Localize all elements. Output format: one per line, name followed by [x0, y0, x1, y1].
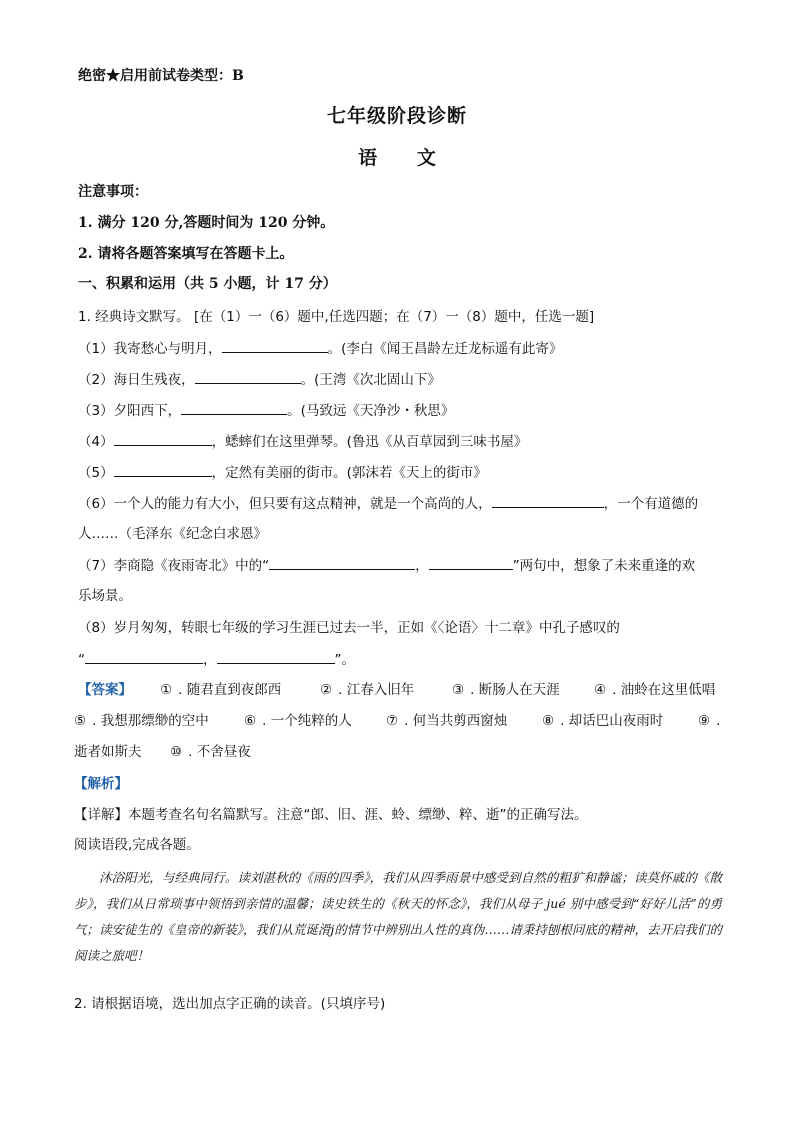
answer-blank[interactable]	[217, 649, 335, 664]
answer-blank[interactable]	[195, 369, 301, 384]
question-1-line-7	[78, 555, 695, 576]
question-1-prompt: 1. 经典诗文默写。 [在（1）一（6）题中,任选四题；在（7）一（8）题中，任选一题]	[78, 309, 595, 325]
line-6-prefix: （6）一个人的能力有大小，但只要有这点精神，就是一个高尚的人，	[78, 496, 492, 512]
notes-item-1: 1. 满分 120 分,答题时间为 120 分钟。	[78, 215, 335, 231]
answer-number: ⑨	[698, 713, 711, 729]
question-1-line-5	[78, 462, 487, 483]
answer-item-2	[320, 680, 414, 700]
line-8-open-quote: “	[78, 652, 85, 668]
line-1-suffix: 。(李白《闻王昌龄左迁龙标遥有此寄》	[327, 341, 563, 357]
question-1-line-6	[78, 493, 698, 514]
answer-item-9-text	[74, 742, 142, 762]
answer-text: 逝者如斯夫	[74, 744, 142, 760]
answer-text: . 我想那缥缈的空中	[92, 713, 209, 729]
answer-blank[interactable]	[222, 338, 328, 353]
answer-text: . 随君直到夜郎西	[178, 682, 282, 698]
answer-item-10	[170, 742, 251, 762]
answer-number: ⑧	[542, 713, 555, 729]
answer-text: . 断肠人在天涯	[470, 682, 560, 698]
question-1-line-6-cont: 人……（毛泽东《纪念白求恩》	[78, 526, 267, 542]
reading-passage: 沐浴阳光，与经典同行。读刘湛秋的《雨的四季》，我们从四季雨景中感受到自然的粗犷和静谧；读莫怀戚的《散步》，我们从日常琐事中领悟到亲情的温馨；读史铁生的《秋天的怀念》，我们从母子 jué 别中感受到“好好儿活”的勇气；读安徒生的《皇帝的新装》，我们从荒诞滑j的情节中辨别出人性的真伪……请秉持刨根问底的精神，去开启我们的阅读之旅吧！	[74, 870, 722, 963]
line-7-suffix: ”两句中，想象了未来重逢的欢	[512, 558, 696, 574]
line-3-suffix: 。(马致远《天净沙・秋思》	[287, 403, 455, 419]
question-2-prompt: 2. 请根据语境，选出加点字正确的读音。(只填序号)	[74, 996, 386, 1012]
answer-blank[interactable]	[114, 431, 212, 446]
answer-number: ⑩	[170, 744, 183, 760]
answer-item-5	[74, 711, 209, 731]
question-1-line-3	[78, 400, 454, 421]
answer-text: . 江春入旧年	[338, 682, 415, 698]
answer-item-7	[386, 711, 507, 731]
answer-number: ⑤	[74, 713, 87, 729]
answer-text: .	[716, 713, 721, 729]
question-1-line-1	[78, 338, 562, 359]
question-1-line-8: （8）岁月匆匆，转眼七年级的学习生涯已过去一半，正如《〈论语〉十二章》中孔子感叹的	[78, 620, 620, 636]
line-4-suffix: ，蟋蟀们在这里弹琴。(鲁迅《从百草园到三味书屋》	[211, 434, 528, 450]
reading-prompt: 阅读语段,完成各题。	[74, 837, 200, 853]
line-5-suffix: ，定然有美丽的街市。(郭沫若《天上的街市》	[211, 465, 487, 481]
answer-blank[interactable]	[492, 493, 604, 508]
answer-text: . 油蛉在这里低唱	[612, 682, 716, 698]
answer-item-6	[244, 711, 352, 731]
line-2-prefix: （2）海日生残夜，	[78, 372, 195, 388]
line-4-prefix: （4）	[78, 434, 114, 450]
answer-item-4	[594, 680, 715, 700]
line-7-comma: ，	[415, 558, 429, 574]
exam-title: 七年级阶段诊断	[326, 105, 467, 127]
answer-tag-label: 【答案】	[78, 682, 132, 698]
answer-number: ③	[452, 682, 465, 698]
line-2-suffix: 。(王湾《次北固山下》	[300, 372, 441, 388]
notes-heading: 注意事项：	[78, 184, 148, 200]
answer-tag	[78, 680, 132, 700]
subject-title: 语 文	[358, 147, 436, 169]
line-6-suffix: ，一个有道德的	[603, 496, 699, 512]
question-1-line-2	[78, 369, 441, 390]
analysis-tag-label: 【解析】	[74, 776, 128, 792]
answer-text: . 一个纯粹的人	[262, 713, 352, 729]
analysis-tag	[74, 774, 128, 794]
answer-number: ②	[320, 682, 333, 698]
line-1-prefix: （1）我寄愁心与明月，	[78, 341, 222, 357]
answer-item-8	[542, 711, 663, 731]
answer-blank[interactable]	[429, 555, 513, 570]
line-5-prefix: （5）	[78, 465, 114, 481]
question-1-line-8-cont	[78, 649, 355, 670]
section-1-heading: 一、积累和运用（共 5 小题，计 17 分）	[78, 276, 337, 292]
question-1-line-4	[78, 431, 527, 452]
answer-blank[interactable]	[114, 462, 212, 477]
answer-number: ①	[160, 682, 173, 698]
answer-blank[interactable]	[85, 649, 203, 664]
answer-blank[interactable]	[269, 555, 415, 570]
answer-text: . 却话巴山夜雨时	[560, 713, 664, 729]
answer-number: ④	[594, 682, 607, 698]
answer-item-3	[452, 680, 560, 700]
notes-item-2: 2. 请将各题答案填写在答题卡上。	[78, 246, 294, 262]
answer-item-9	[698, 711, 720, 731]
answer-number: ⑦	[386, 713, 399, 729]
answer-blank[interactable]	[181, 400, 287, 415]
answer-item-1	[160, 680, 281, 700]
line-8-close-quote: ”。	[334, 652, 355, 668]
analysis-detail: 【详解】本题考查名句名篇默写。注意“郎、旧、涯、蛉、缥缈、粹、逝”的正确写法。	[74, 807, 588, 823]
question-1-line-7-cont: 乐场景。	[78, 588, 132, 604]
confidential-label: 绝密★启用前试卷类型：B	[78, 68, 244, 84]
answer-number: ⑥	[244, 713, 257, 729]
line-8-comma: ，	[203, 652, 217, 668]
line-7-prefix: （7）李商隐《夜雨寄北》中的“	[78, 558, 270, 574]
line-3-prefix: （3）夕阳西下，	[78, 403, 182, 419]
answer-text: . 何当共剪西窗烛	[404, 713, 508, 729]
answer-text: . 不舍昼夜	[188, 744, 251, 760]
